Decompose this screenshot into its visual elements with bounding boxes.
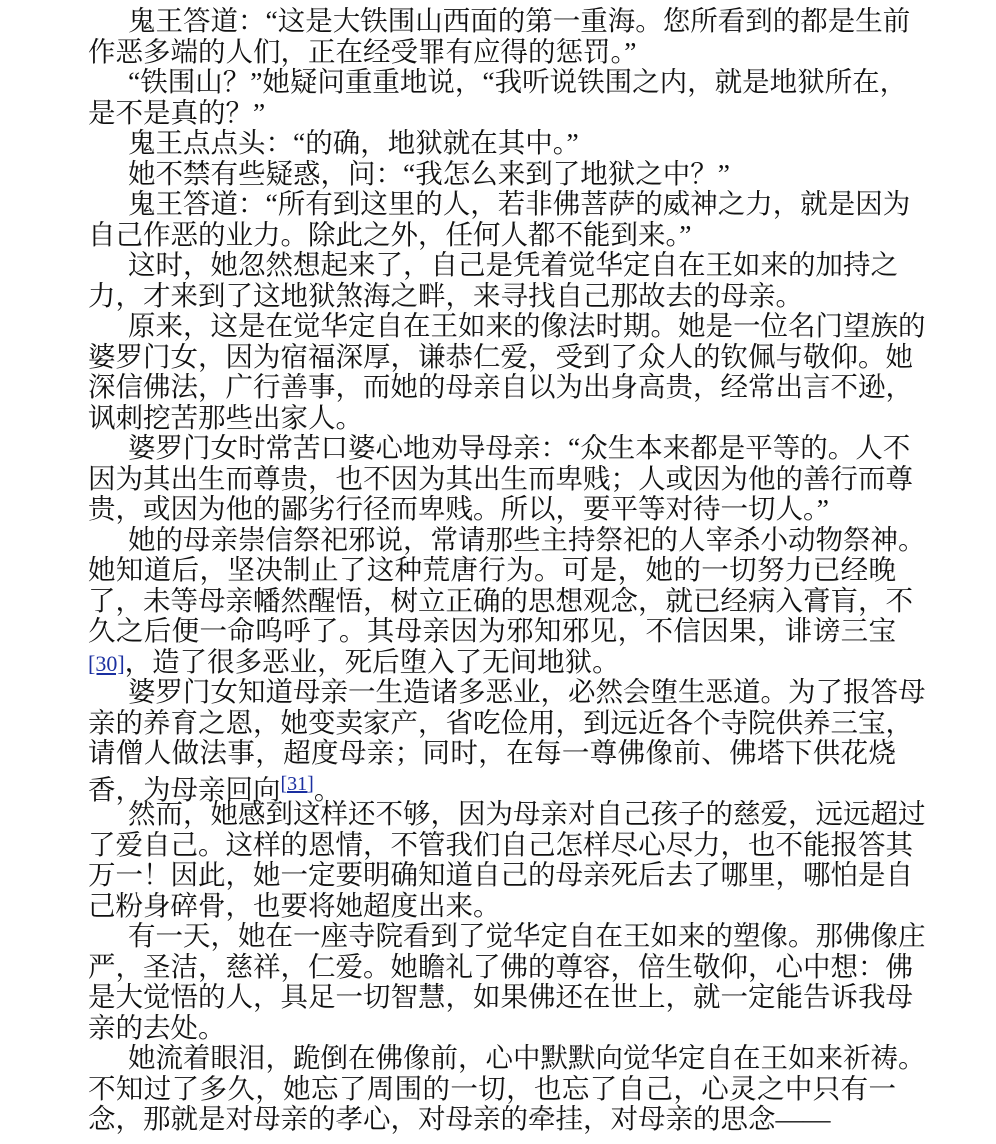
text-line — [88, 555, 896, 586]
text-line — [88, 250, 896, 281]
text-line — [88, 616, 896, 647]
text-segment: 念，那就是对母亲的孝心，对母亲的牵挂，对母亲的思念—— — [88, 1103, 831, 1134]
paragraph — [88, 523, 926, 678]
paragraph — [88, 432, 913, 525]
text-segment: 是大觉悟的人，具足一切智慧，如果佛还在世上，就一定能告诉我母 — [88, 981, 913, 1012]
text-line — [88, 159, 896, 190]
paragraph — [88, 1042, 926, 1135]
text-line — [88, 340, 913, 373]
text-line — [88, 281, 896, 312]
footnote-link[interactable]: [31] — [280, 772, 314, 795]
text-line — [88, 1074, 896, 1105]
text-line — [88, 494, 896, 525]
text-line — [88, 798, 926, 830]
text-segment: 香，为母亲回向 — [88, 773, 281, 805]
text-segment: 鬼王答道：“这是大铁围山西面的第一重海。您所看到的都是生前 — [128, 5, 911, 36]
text-segment: 久之后便一命呜呼了。其母亲因为邪知邪见，不信因果，诽谤三宝 — [88, 615, 896, 646]
text-segment: 讽刺挖苦那些出家人。 — [88, 401, 363, 433]
text-segment: 贵，或因为他的鄙劣行径而卑贱。所以，要平等对待一切人。” — [88, 493, 829, 524]
text-segment: 鬼王点点头：“的确，地狱就在其中。” — [128, 127, 579, 158]
text-line — [88, 5, 911, 37]
text-segment: 请僧人做法事，超度母亲；同时，在每一尊佛像前、佛塔下供花烧 — [88, 737, 896, 768]
text-line — [88, 462, 913, 495]
text-line — [88, 676, 926, 708]
text-line — [88, 66, 908, 98]
text-line — [88, 403, 896, 434]
paragraph — [88, 188, 911, 250]
text-segment: 亲的去处。 — [88, 1011, 226, 1043]
text-line — [88, 706, 913, 739]
text-segment: 她的母亲崇信祭祀邪说，常请那些主持祭祀的人宰杀小动物祭神。 — [128, 523, 926, 555]
text-segment: 这时，她忽然想起来了，自己是凭着觉华定自在王如来的加持之 — [128, 249, 898, 280]
text-line — [88, 981, 913, 1013]
text-segment: 作恶多端的人们，正在经受罪有应得的惩罚。” — [88, 35, 637, 67]
text-segment: 鬼王答道：“所有到这里的人，若非佛菩萨的威神之力，就是因为 — [128, 188, 911, 219]
text-segment: 严，圣洁，慈祥，仁爱。她瞻礼了佛的尊容，倍生敬仰，心中想：佛 — [88, 950, 913, 982]
text-line — [88, 828, 913, 861]
paragraph — [88, 128, 896, 159]
document-body — [88, 5, 926, 1135]
text-segment: “铁围山？”她疑问重重地说，“我听说铁围之内，就是地狱所在， — [128, 66, 908, 97]
paragraph — [88, 250, 896, 311]
text-line — [88, 98, 896, 129]
text-line — [88, 432, 911, 464]
text-segment: 有一天，她在一座寺院看到了觉华定自在王如来的塑像。那佛像庄 — [128, 920, 926, 951]
text-segment: 婆罗门女，因为宿福深厚，谦恭仁爱，受到了众人的钦佩与敬仰。她 — [88, 340, 913, 372]
text-segment: 她流着眼泪，跪倒在佛像前，心中默默向觉华定自在王如来祈祷。 — [128, 1042, 926, 1073]
text-line — [88, 1104, 896, 1135]
footnote-link[interactable]: [30] — [88, 650, 125, 676]
text-segment: 是不是真的？” — [88, 96, 266, 128]
text-segment: 力，才来到了这地狱煞海之畔，来寻找自己那故去的母亲。 — [88, 279, 803, 311]
text-segment: 原来，这是在觉华定自在王如来的像法时期。她是一位名门望族的 — [128, 310, 926, 341]
text-line — [88, 188, 911, 220]
text-line — [88, 584, 913, 617]
paragraph — [88, 159, 896, 190]
paragraph — [88, 798, 926, 921]
text-segment: 婆罗门女知道母亲一生造诸多恶业，必然会堕生恶道。为了报答母 — [128, 676, 926, 707]
text-segment: 万一！因此，她一定要明确知道自己的母亲死后去了哪里，哪怕是自 — [88, 859, 913, 890]
text-line — [88, 128, 896, 159]
text-segment: 婆罗门女时常苦口婆心地劝导母亲：“众生本来都是平等的。人不 — [128, 432, 911, 463]
text-line — [88, 1013, 896, 1044]
text-segment: ，造了很多恶业，死后堕入了无间地狱。 — [124, 645, 620, 677]
text-segment: 她不禁有些疑惑，问：“我怎么来到了地狱之中？” — [128, 157, 730, 189]
text-segment: 。 — [313, 773, 342, 805]
text-segment: 己粉身碎骨，也要将她超度出来。 — [88, 889, 501, 921]
text-line — [88, 371, 913, 403]
text-line — [88, 920, 926, 952]
text-segment: 深信佛法，广行善事，而她的母亲自以为出身高贵，经常出言不逊， — [88, 371, 913, 402]
paragraph — [88, 5, 911, 67]
text-line — [88, 1042, 926, 1074]
text-line — [88, 37, 896, 68]
text-segment: 亲的养育之恩，她变卖家产，省吃俭用，到远近各个寺院供养三宝， — [88, 706, 913, 738]
text-segment: 因为其出生而尊贵，也不因为其出生而卑贱；人或因为他的善行而尊 — [88, 462, 913, 494]
text-line — [88, 647, 896, 678]
text-line — [88, 950, 913, 983]
text-line — [88, 891, 896, 922]
text-segment: 她知道后，坚决制止了这种荒唐行为。可是，她的一切努力已经晚 — [88, 554, 896, 585]
text-segment: 了爱自己。这样的恩情，不管我们自己怎样尽心尽力，也不能报答其 — [88, 828, 913, 860]
text-segment: 不知过了多久，她忘了周围的一切，也忘了自己，心灵之中只有一 — [88, 1072, 896, 1104]
paragraph — [88, 920, 926, 1043]
text-line — [88, 859, 913, 891]
text-segment: 自己作恶的业力。除此之外，任何人都不能到来。” — [88, 218, 692, 250]
text-line — [88, 220, 896, 251]
text-line — [88, 738, 896, 769]
text-segment: 然而，她感到这样还不够，因为母亲对自己孩子的慈爱，远远超过 — [128, 798, 926, 829]
text-line — [88, 310, 926, 342]
text-line — [88, 523, 926, 556]
paragraph — [88, 310, 926, 433]
text-line — [88, 769, 896, 805]
text-segment: 了，未等母亲幡然醒悟，树立正确的思想观念，就已经病入膏肓，不 — [88, 584, 913, 616]
paragraph — [88, 66, 908, 128]
paragraph — [88, 676, 926, 805]
